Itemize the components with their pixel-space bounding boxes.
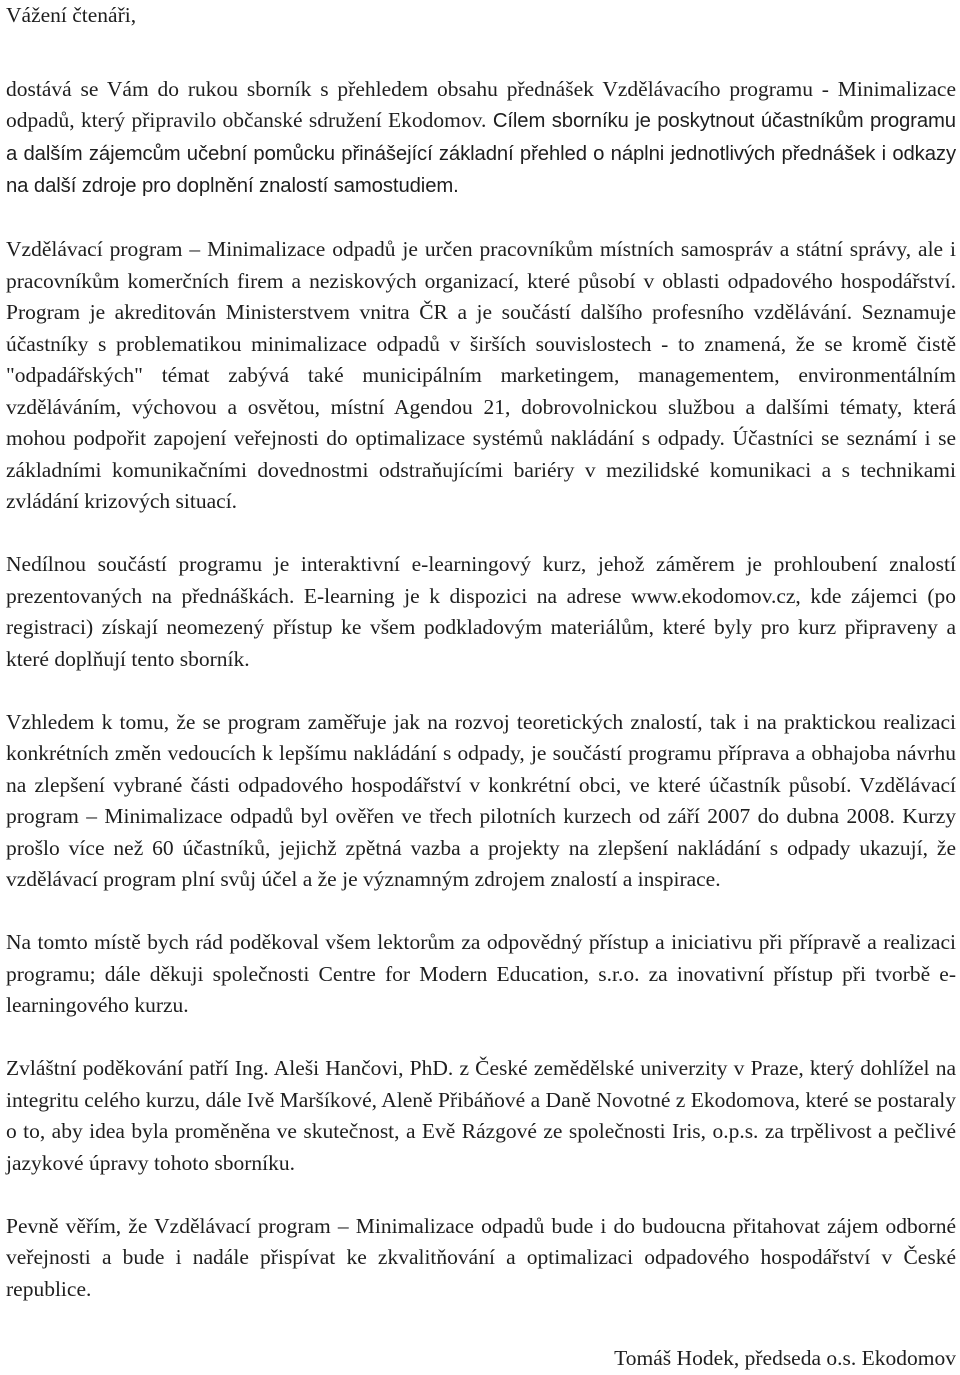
- greeting: Vážení čtenáři,: [6, 3, 137, 27]
- intro-paragraph: [6, 74, 956, 203]
- intro-purpose-text: Cílem sborníku je poskytnout účastníkům programu a dalším zájemcům učební pomůcku přinášející základní přehled o náplni jednotlivých přednášek i odkazy na další zdroje pro doplnění znalostí samostudiem.: [6, 110, 956, 197]
- program-focus-paragraph: Vzhledem k tomu, že se program zaměřuje jak na rozvoj teoretických znalostí, tak i na praktickou realizaci konkrétních změn vedoucích k lepšímu nakládání s odpady, je součástí programu příprava a obhajoba návrhu na zlepšení vybrané části odpadového hospodářství v konkrétní obci, ve které účastník působí. Vzdělávací program – Minimalizace odpadů byl ověřen ve třech pilotních kurzech od září 2007 do dubna 2008. Kurzy prošlo více než 60 účastníků, jejichž zpětná vazba a projekty na zlepšení nakládání s odpady ukazují, že vzdělávací program plní svůj účel a že je významným zdrojem znalostí a inspirace.: [6, 709, 956, 891]
- program-description-paragraph: Vzdělávací program – Minimalizace odpadů je určen pracovníkům místních samospráv a státní správy, ale i pracovníkům komerčních firem a neziskových organizací, které působí v oblasti odpadového hospodářství. Program je akreditován Ministerstvem vnitra ČR a je součástí dalšího profesního vzdělávání. Seznamuje účastníky s problematikou minimalizace odpadů v širších souvislostech - to znamená, že se kromě čistě "odpadářských" témat zabývá také municipálním marketingem, managementem, environmentálním vzděláváním, výchovou a osvětou, místní Agendou 21, dobrovolnickou službou a dalšími tématy, která mohou podpořit zapojení veřejnosti do optimalizace systémů nakládání s odpady. Účastníci se seznámí i se základními komunikačními dovednostmi odstraňujícími bariéry v mezilidské komunikaci a s technikami zvládání krizových situací.: [6, 237, 956, 513]
- closing-paragraph: Pevně věřím, že Vzdělávací program – Minimalizace odpadů bude i do budoucna přitahovat zájem odborné veřejnosti a bude i nadále přispívat ke zkvalitňování a optimalizaci odpadového hospodářství v České republice.: [6, 1213, 956, 1301]
- document-page: [6, 0, 956, 1375]
- special-thanks-paragraph: Zvláštní poděkování patří Ing. Aleši Hančovi, PhD. z České zemědělské univerzity v Praze, který dohlížel na integritu celého kurzu, dále Ivě Maršíkové, Aleně Přibáňové a Daně Novotné z Ekodomova, které se postaraly o to, aby idea byla proměněna ve skutečnost, a Evě Rázgové ze společnosti Iris, o.p.s. za trpělivost a pečlivé jazykové úpravy tohoto sborníku.: [6, 1056, 956, 1175]
- signature: Tomáš Hodek, předseda o.s. Ekodomov: [614, 1346, 956, 1370]
- intro-text: dostává se Vám do rukou sborník s přehledem obsahu přednášek Vzdělávacího programu - Minimalizace odpadů, který připravilo občanské sdružení Ekodomov.: [6, 76, 956, 132]
- thanks-paragraph: Na tomto místě bych rád poděkoval všem lektorům za odpovědný přístup a iniciativu při přípravě a realizaci programu; dále děkuji společnosti Centre for Modern Education, s.r.o. za inovativní přístup při tvorbě e-learningového kurzu.: [6, 930, 956, 1017]
- elearning-paragraph: Nedílnou součástí programu je interaktivní e-learningový kurz, jehož záměrem je prohloubení znalostí prezentovaných na přednáškách. E-learning je k dispozici na adrese www.ekodomov.cz, kde zájemci (po registraci) získají neomezený přístup ke všem podkladovým materiálům, které byly pro kurz připraveny a které doplňují tento sborník.: [6, 552, 956, 671]
